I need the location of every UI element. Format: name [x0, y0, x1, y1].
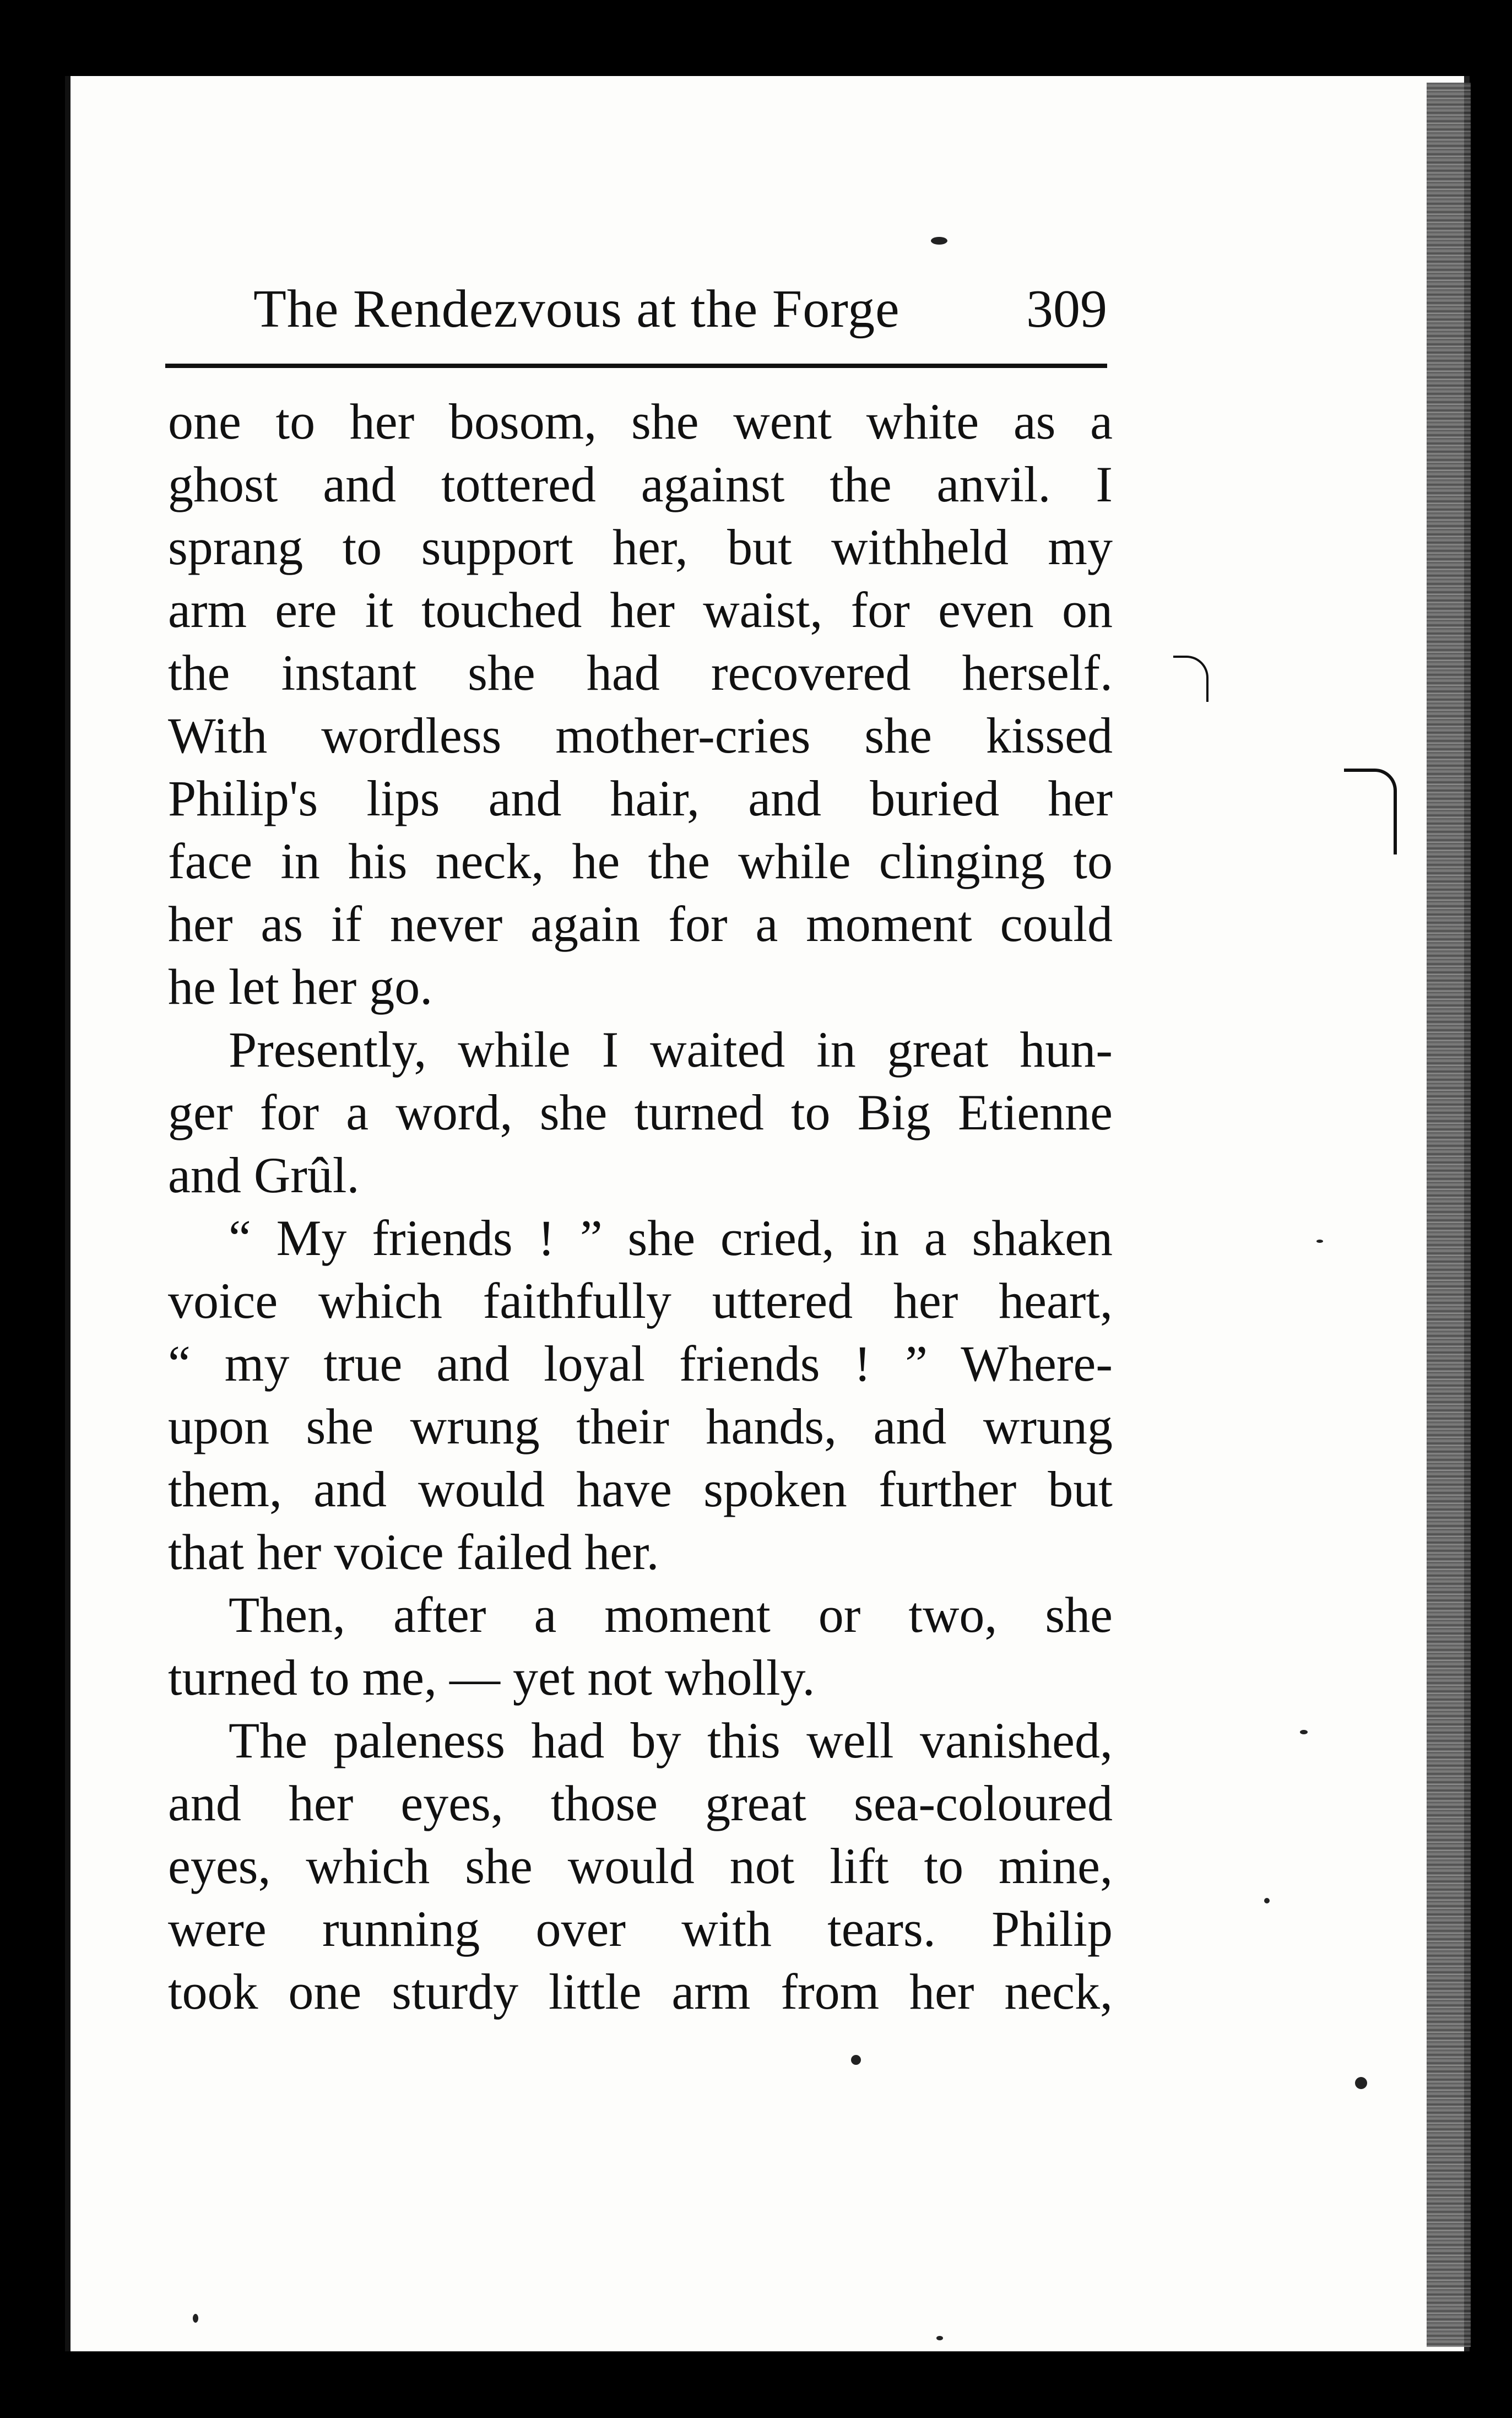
text-line: face in his neck, he the while clinging to: [168, 833, 1113, 889]
text-line: he let her go.: [168, 959, 433, 1015]
scan-speck: [1316, 1240, 1323, 1243]
text-line: arm ere it touched her waist, for even on: [168, 582, 1113, 638]
text-line: the instant she had recovered herself.: [168, 645, 1113, 701]
text-line: one to her bosom, she went white as a: [168, 393, 1113, 450]
text-line: Philip's lips and hair, and buried her: [168, 770, 1113, 826]
text-line: ghost and tottered against the anvil. I: [168, 456, 1113, 512]
text-line: them, and would have spoken further but: [168, 1461, 1113, 1517]
text-line: were running over with tears. Philip: [168, 1901, 1113, 1957]
scan-speck: [1264, 1898, 1270, 1903]
scan-speck: [193, 2314, 198, 2323]
body-text: [168, 390, 1113, 2023]
scan-speck: [1355, 2077, 1367, 2089]
running-header: [165, 278, 1107, 366]
text-line: eyes, which she would not lift to mine,: [168, 1838, 1113, 1894]
text-line: voice which faithfully uttered her heart,: [168, 1273, 1113, 1329]
text-line: “ my true and loyal friends ! ” Where-: [168, 1335, 1113, 1392]
text-line: her as if never again for a moment could: [168, 896, 1113, 952]
text-line: sprang to support her, but withheld my: [168, 519, 1113, 575]
scan-mark-bracket: [1344, 769, 1397, 854]
page-edge-gutter: [1427, 83, 1471, 2347]
text-line: ger for a word, she turned to Big Etienne: [168, 1084, 1113, 1140]
scan-speck: [931, 237, 947, 245]
text-line: upon she wrung their hands, and wrung: [168, 1398, 1113, 1454]
text-line: Presently, while I waited in great hun-: [229, 1021, 1113, 1078]
text-line: With wordless mother-cries she kissed: [168, 707, 1113, 764]
text-line: that her voice failed her.: [168, 1524, 659, 1580]
running-title: The Rendezvous at the Forge: [253, 279, 900, 339]
scan-border-left: [0, 0, 66, 2418]
text-line: “ My friends ! ” she cried, in a shaken: [229, 1210, 1113, 1266]
text-line: Then, after a moment or two, she: [229, 1587, 1113, 1643]
text-line: and her eyes, those great sea-coloured: [168, 1775, 1113, 1831]
scan-speck: [851, 2055, 861, 2065]
scan-speck: [936, 2336, 943, 2340]
scan-speck: [1300, 1730, 1308, 1734]
header-rule: [165, 364, 1107, 368]
text-line: and Grûl.: [168, 1147, 360, 1203]
text-line: turned to me, — yet not wholly.: [168, 1649, 815, 1706]
text-line: took one sturdy little arm from her neck,: [168, 1963, 1113, 2020]
page-number: 309: [1026, 279, 1107, 339]
text-line: The paleness had by this well vanished,: [229, 1712, 1113, 1768]
